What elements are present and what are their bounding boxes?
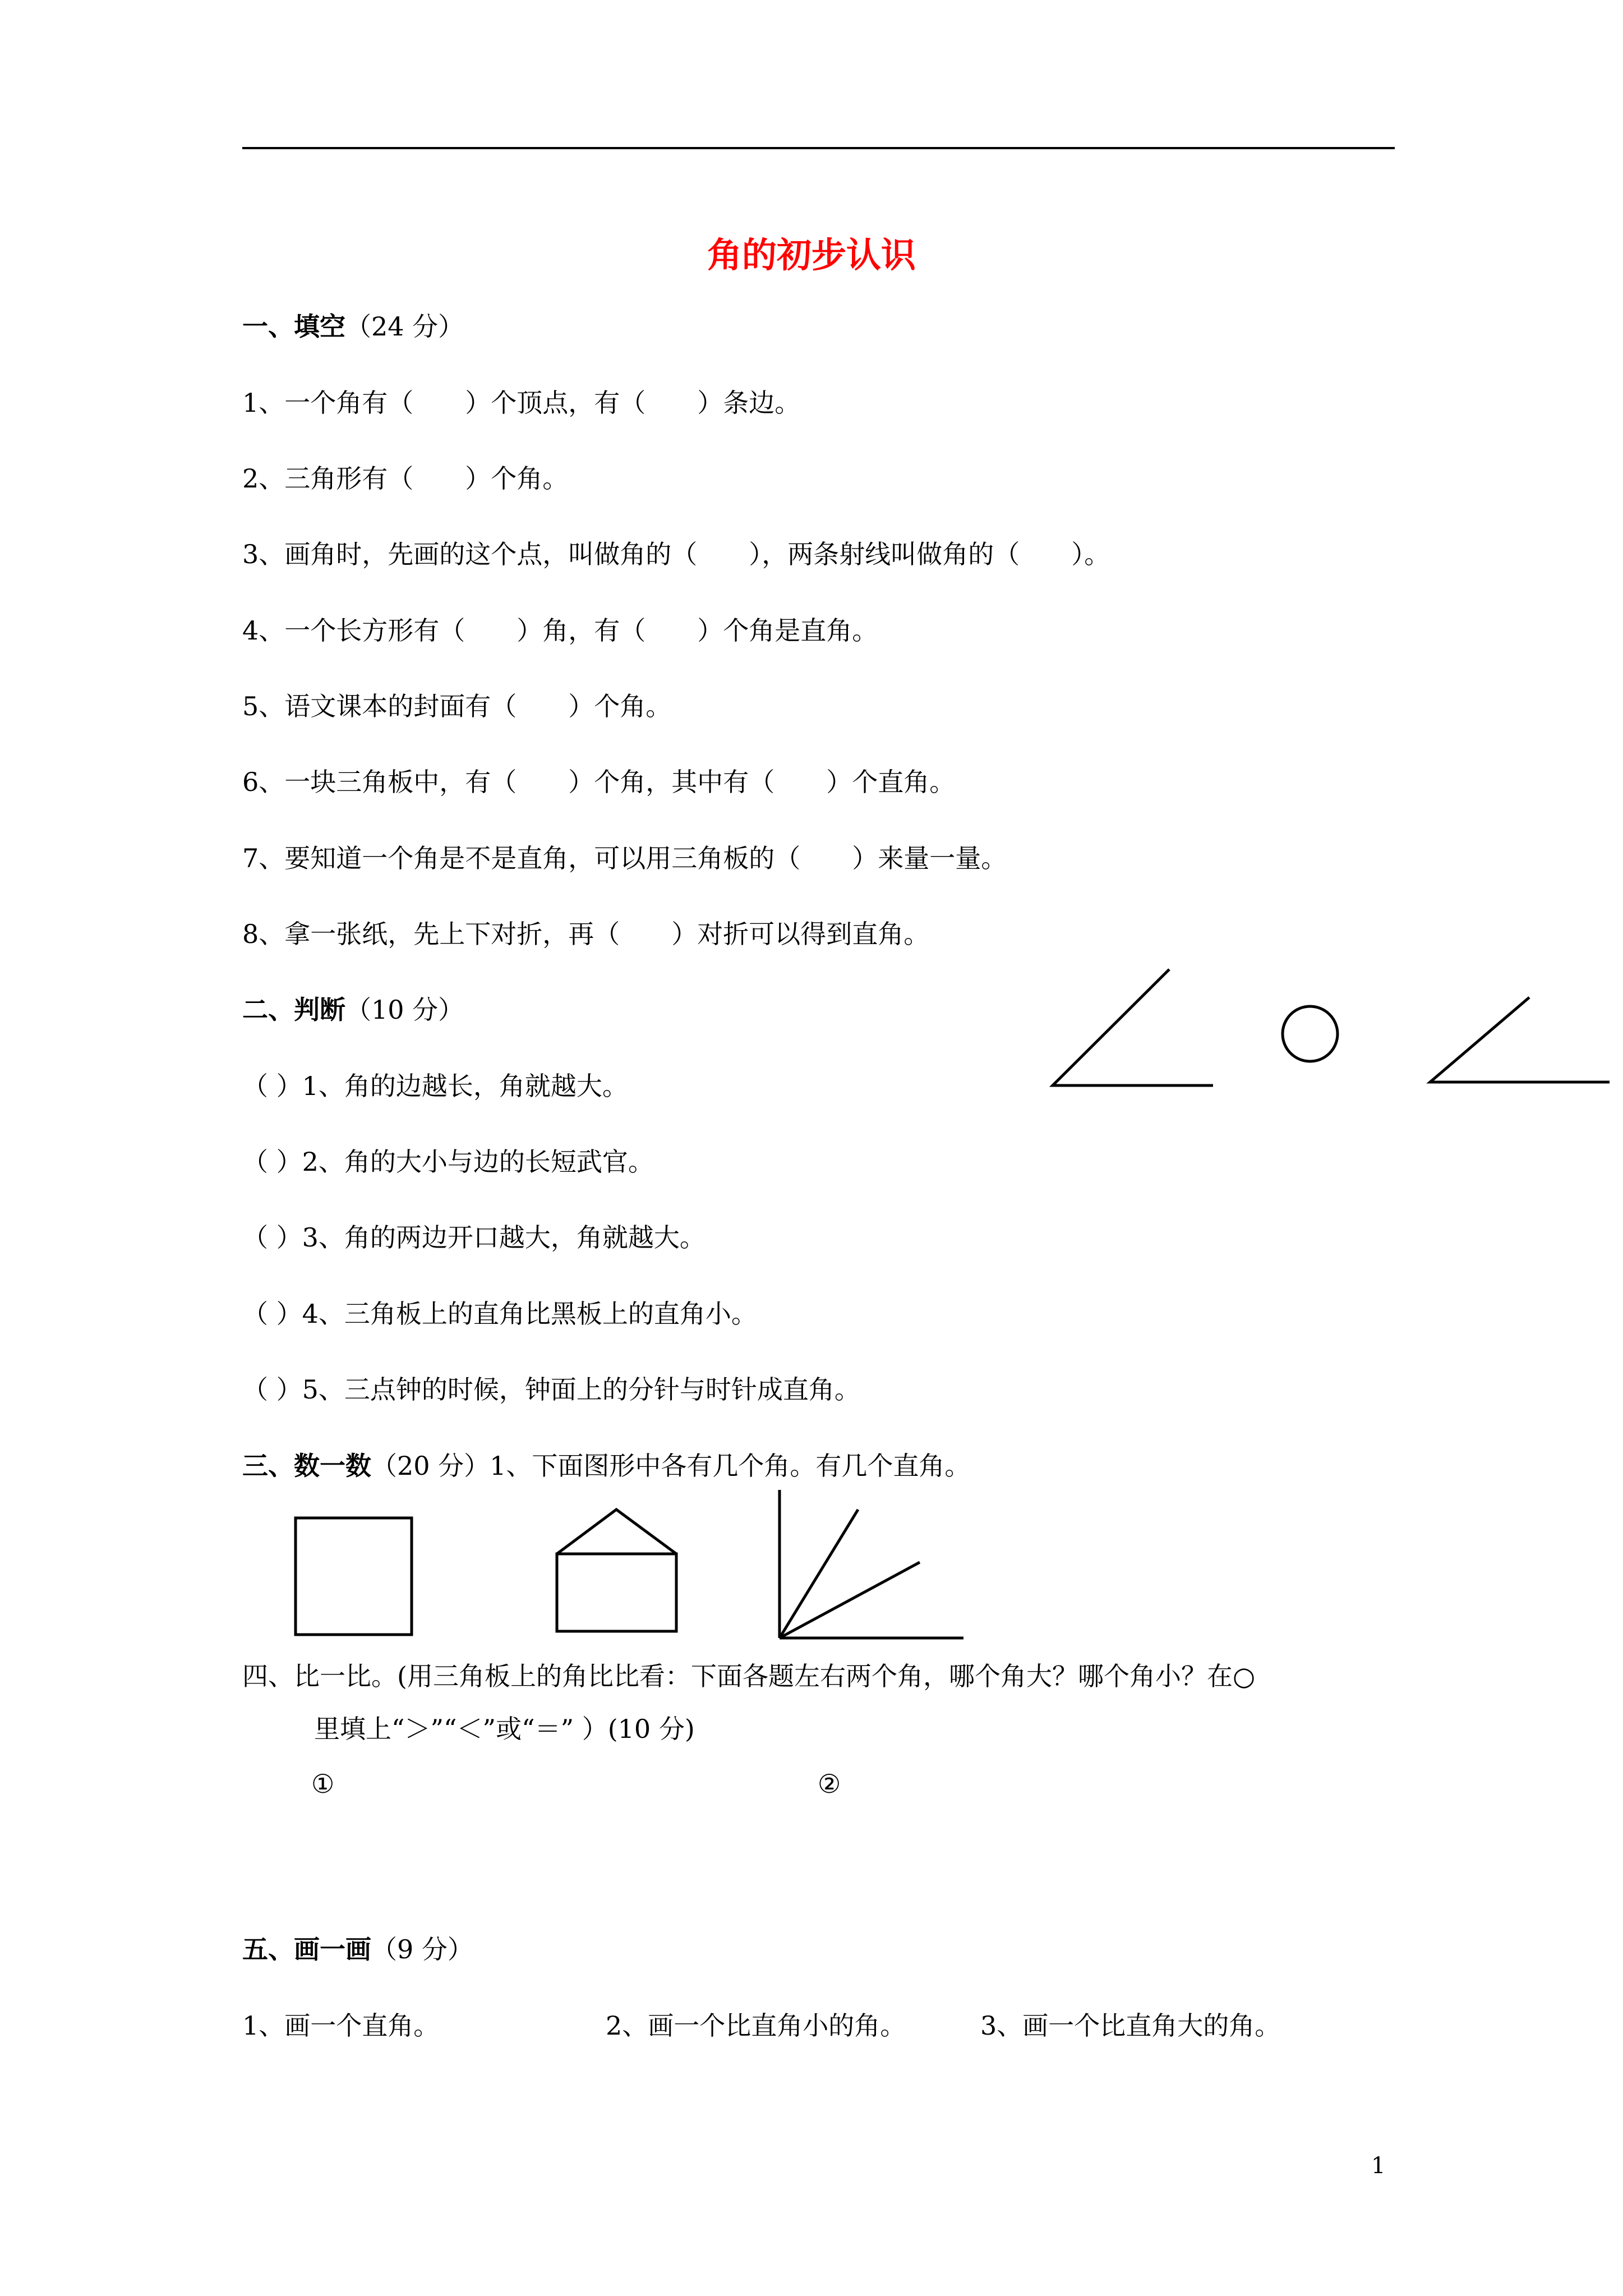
section-4-line-2: 里填上“＞”“＜”或“＝” ）(10 分) xyxy=(314,1714,695,1744)
section-2-score: （10 分） xyxy=(345,995,464,1025)
section-5-score: （9 分） xyxy=(371,1934,473,1964)
fill-item-6: 6、一块三角板中，有（ ）个角，其中有（ ）个直角。 xyxy=(242,767,956,797)
section-4-line-1: 四、比一比。(用三角板上的角比比看：下面各题左右两个角，哪个角大？哪个角小？在○ xyxy=(242,1661,1256,1691)
compare-mark-2: ② xyxy=(818,1769,841,1799)
section-1-score: （24 分） xyxy=(345,311,464,342)
section-5-title: 五、画一画 xyxy=(242,1934,371,1964)
section-5-heading xyxy=(242,1932,473,1966)
fill-item-2: 2、三角形有（ ）个角。 xyxy=(242,463,569,494)
draw-item-2: 2、画一个比直角小的角。 xyxy=(606,2010,906,2041)
judge-item-3: （ ）3、角的两边开口越大，角就越大。 xyxy=(242,1222,706,1253)
fill-item-5: 5、语文课本的封面有（ ）个角。 xyxy=(242,691,672,721)
section-3-title: 三、数一数 xyxy=(242,1451,371,1481)
square-figure xyxy=(296,1518,412,1635)
section-3-text: 1、下面图形中各有几个角。有几个直角。 xyxy=(490,1451,971,1481)
section-2-title: 二、判断 xyxy=(242,995,345,1025)
judge-item-2: （ ）2、角的大小与边的长短武官。 xyxy=(242,1147,654,1177)
compare-mark-1: ① xyxy=(311,1769,335,1799)
judge-item-1: （ ）1、角的边越长，角就越大。 xyxy=(242,1071,628,1101)
page-number: 1 xyxy=(1371,2153,1386,2179)
section-3-score: （20 分） xyxy=(371,1451,490,1481)
fill-item-1: 1、一个角有（ ）个顶点，有（ ）条边。 xyxy=(242,388,801,418)
section-1-title: 一、填空 xyxy=(242,311,345,342)
fill-item-4: 4、一个长方形有（ ）角，有（ ）个角是直角。 xyxy=(242,615,878,646)
judge-item-4: （ ）4、三角板上的直角比黑板上的直角小。 xyxy=(242,1299,757,1329)
fill-item-7: 7、要知道一个角是不是直角，可以用三角板的（ ）来量一量。 xyxy=(242,843,1007,873)
page-title: 角的初步认识 xyxy=(707,234,916,275)
draw-item-1: 1、画一个直角。 xyxy=(242,2010,440,2041)
judge-item-5: （ ）5、三点钟的时候，钟面上的分针与时针成直角。 xyxy=(242,1374,860,1405)
house-figure xyxy=(557,1510,676,1631)
fill-item-3: 3、画角时，先画的这个点，叫做角的（ ），两条射线叫做角的（ ）。 xyxy=(242,539,1110,569)
fill-item-8: 8、拿一张纸，先上下对折，再（ ）对折可以得到直角。 xyxy=(242,919,930,949)
rays-figure xyxy=(780,1490,963,1638)
draw-item-3: 3、画一个比直角大的角。 xyxy=(980,2010,1281,2041)
